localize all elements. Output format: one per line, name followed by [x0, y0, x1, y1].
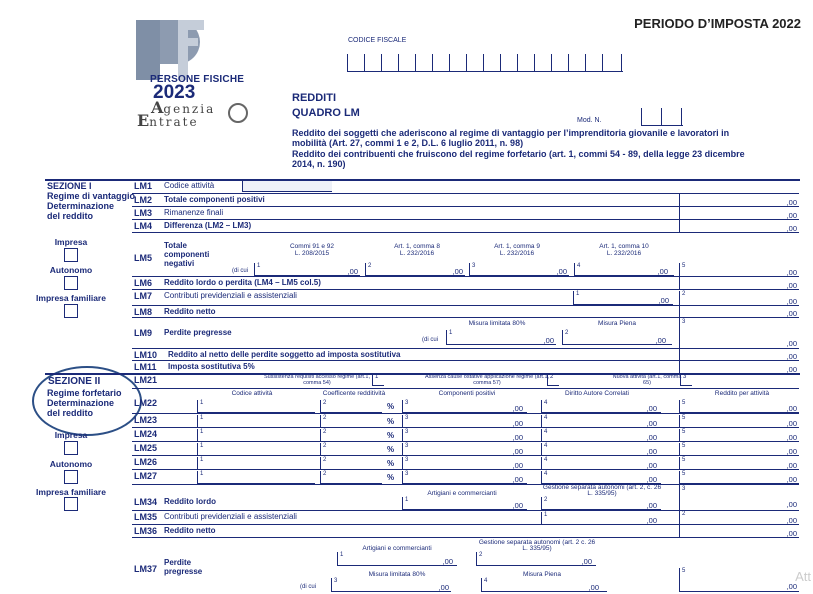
row-code: LM2	[134, 195, 152, 205]
row-code: LM7	[134, 291, 152, 301]
lm5-col1-field[interactable]: 1 ,00	[254, 263, 360, 276]
lm34-gestione-header: Gestione separata autonomi (art. 2, c. 26 L. 335/95)	[542, 484, 662, 497]
lm5-col1-header	[277, 243, 347, 257]
lm5-col3-header-line1: Art. 1, comma 9	[494, 243, 540, 250]
emblem-icon	[228, 103, 248, 123]
lm37-col1-field[interactable]: 1 ,00	[337, 552, 457, 566]
row-lm21	[132, 374, 799, 388]
row-code: LM11	[134, 362, 157, 372]
description-forfetario: Reddito dei contribuenti che fruiscono del regime forfetario (art. 1, commi 54 - 89, della legge 23 dicembre 2014, n. 190)	[292, 149, 745, 169]
row-code: LM37	[134, 564, 158, 574]
row-lm10	[132, 348, 799, 360]
lm7-col1-field[interactable]: 1 ,00	[573, 291, 673, 305]
period-title: PERIODO D’IMPOSTA 2022	[634, 16, 801, 31]
zero-cents: ,00	[512, 419, 523, 428]
percent-sign: %	[387, 417, 395, 426]
di-cui-label: (di cui	[232, 268, 249, 274]
coefficente-field[interactable]: 2	[320, 471, 382, 484]
lm34-col2-field[interactable]: 2 ,00	[541, 497, 661, 510]
percent-sign: %	[387, 431, 395, 440]
sez1-impresa-label: Impresa	[54, 237, 88, 247]
zero-cents: ,00	[786, 365, 797, 374]
lm5-col3-field[interactable]: 3 ,00	[469, 263, 569, 276]
reddito-attivita-field[interactable]: 5 ,00	[679, 415, 799, 428]
zero-cents: ,00	[646, 461, 657, 470]
activity-row	[132, 399, 799, 413]
lm37-artigiani-header: Artigiani e commercianti	[362, 545, 432, 552]
lm21-col2-field[interactable]: 2	[547, 374, 559, 386]
row-label: Reddito lordo o perdita (LM4 – LM5 col.5)	[164, 278, 321, 287]
sezione-1-sub2: Determinazione	[47, 201, 115, 211]
diritto-autore-field[interactable]: 4 ,00	[541, 471, 661, 484]
zero-cents: ,00	[512, 461, 523, 470]
watermark-text: Att	[795, 569, 811, 584]
row-code: LM9	[134, 328, 152, 338]
lm5-col3-header	[482, 243, 552, 257]
diritto-autore-field[interactable]: 4 ,00	[541, 429, 661, 442]
percent-sign: %	[387, 445, 395, 454]
sezione-2-sub2: Determinazione	[47, 398, 115, 408]
zero-cents: ,00	[556, 267, 567, 276]
diritto-autore-field[interactable]: 4 ,00	[541, 400, 661, 413]
lm37-col2-field[interactable]: 2 ,00	[476, 552, 596, 566]
col-codice-attivita: Codice attività	[231, 390, 273, 397]
sezione-2-sub3: del reddito	[47, 408, 94, 418]
zero-cents: ,00	[786, 211, 797, 220]
row-lm4	[132, 219, 799, 232]
coefficente-field[interactable]: 2	[320, 400, 382, 413]
zero-cents: ,00	[512, 501, 523, 510]
lm34-artigiani-header: Artigiani e commercianti	[427, 490, 497, 497]
sez1-familiare-checkbox[interactable]	[64, 304, 78, 318]
zero-cents: ,00	[786, 475, 797, 484]
row-lm6	[132, 276, 799, 289]
reddito-attivita-field[interactable]: 5 ,00	[679, 429, 799, 442]
lm1-codice-field[interactable]	[242, 181, 332, 192]
lm5-col4-header	[584, 243, 664, 257]
row-code: LM3	[134, 208, 152, 218]
di-cui-label: (di cui	[422, 337, 439, 343]
row-label: Codice attività	[164, 181, 215, 190]
coefficente-field[interactable]: 2	[320, 415, 382, 428]
description-vantaggio: Reddito dei soggetti che aderiscono al regime di vantaggio per l’imprenditoria giovanile e lavoratori in mobilità (Art. 27, commi 1 e 2, D.L. 6 luglio 2011, n. 98)	[292, 128, 730, 148]
sez2-impresa-label: Impresa	[54, 430, 88, 440]
row-lm11	[132, 360, 799, 373]
row-label: Rimanenze finali	[164, 208, 224, 217]
lm34-col1-field[interactable]: 1 ,00	[402, 497, 527, 510]
sez2-autonomo-label: Autonomo	[49, 459, 93, 469]
zero-cents: ,00	[786, 404, 797, 413]
zero-cents: ,00	[512, 404, 523, 413]
row-label: Reddito netto	[164, 307, 216, 316]
lm9-col2-field[interactable]: 2 ,00	[562, 330, 672, 345]
row-label: Differenza (LM2 – LM3)	[164, 221, 252, 230]
cf-label: CODICE FISCALE	[348, 37, 407, 44]
coefficente-field[interactable]: 2	[320, 443, 382, 456]
codice-attivita-field[interactable]: 1	[197, 471, 315, 484]
sezione-1-sub1: Regime di vantaggio	[47, 191, 136, 201]
row-code: LM26	[134, 457, 158, 467]
row-lm1	[132, 180, 799, 193]
row-label: Reddito lordo	[164, 497, 216, 506]
componenti-positivi-field[interactable]: 3 ,00	[402, 415, 527, 428]
zero-cents: ,00	[786, 516, 797, 525]
sezione-2-title: SEZIONE II	[48, 376, 101, 387]
lm11-amount[interactable]	[679, 361, 799, 374]
row-code: LM5	[134, 253, 152, 263]
lm5-col2-header-line1: Art. 1, comma 8	[394, 243, 440, 250]
zero-cents: ,00	[512, 433, 523, 442]
row-lm8	[132, 305, 799, 317]
zero-cents: ,00	[512, 447, 523, 456]
lm9-col1-field[interactable]: 1 ,00	[446, 330, 556, 345]
zero-cents: ,00	[543, 336, 554, 345]
zero-cents: ,00	[786, 309, 797, 318]
codice-attivita-field[interactable]: 1	[197, 443, 315, 456]
sezione-2-sub1: Regime forfetario	[47, 388, 122, 398]
zero-cents: ,00	[655, 336, 666, 345]
row-lm7	[132, 289, 799, 305]
zero-cents: ,00	[786, 198, 797, 207]
quadro-description	[292, 128, 762, 170]
col-diritto-autore: Diritto Autore Correlati	[565, 390, 629, 397]
sez2-familiare-label: Impresa familiare	[36, 487, 106, 497]
lm5-col1-header-line2: L. 208/2015	[294, 250, 330, 257]
sezione-1-sub3: del reddito	[47, 211, 94, 221]
lm5-col3-header-line2: L. 232/2016	[499, 250, 535, 257]
lm9-piena-header: Misura Piena	[598, 320, 636, 327]
row-label: Reddito netto	[164, 526, 216, 535]
lm9-limitata-header: Misura limitata 80%	[468, 320, 526, 327]
lm37-amount[interactable]: 5 ,00	[679, 568, 799, 592]
activity-row	[132, 469, 799, 483]
row-code: LM27	[134, 471, 158, 481]
sez2-familiare-checkbox[interactable]	[64, 497, 78, 511]
row-label: Imposta sostitutiva 5%	[168, 362, 255, 371]
mod-n-field[interactable]	[641, 106, 683, 126]
row-code: LM23	[134, 415, 158, 425]
activity-row	[132, 427, 799, 441]
lm37-col3-field[interactable]: 3 ,00	[331, 578, 451, 592]
lm5-col4-header-line2: L. 232/2016	[606, 250, 642, 257]
zero-cents: ,00	[786, 268, 797, 277]
diritto-autore-field[interactable]: 4 ,00	[541, 415, 661, 428]
lm5-amount[interactable]: 5 ,00	[679, 263, 799, 277]
zero-cents: ,00	[786, 433, 797, 442]
row-label: Contributi previdenziali e assistenziali	[164, 512, 297, 521]
col-reddito-attivita: Reddito per attività	[714, 390, 770, 397]
reddito-attivita-field[interactable]: 5 ,00	[679, 400, 799, 413]
row-code: LM22	[134, 398, 158, 408]
lm34-amount[interactable]: 3 ,00	[679, 485, 799, 511]
componenti-positivi-field[interactable]: 3 ,00	[402, 400, 527, 413]
lm7-amount[interactable]: 2 ,00	[679, 291, 799, 306]
reddito-attivita-field[interactable]: 5 ,00	[679, 457, 799, 470]
zero-cents: ,00	[786, 352, 797, 361]
zero-cents: ,00	[646, 419, 657, 428]
row-label: Totale componenti negativi	[164, 241, 210, 268]
activity-row	[132, 413, 799, 427]
lm37-col4-field[interactable]: 4 ,00	[481, 578, 607, 592]
logo-year: 2023	[153, 82, 196, 103]
highlight-oval	[32, 366, 142, 436]
activity-row	[132, 455, 799, 469]
sez1-autonomo-checkbox[interactable]	[64, 276, 78, 290]
redditi-title: REDDITI	[292, 92, 336, 104]
di-cui-label: (di cui	[300, 584, 317, 590]
percent-sign: %	[387, 402, 395, 411]
row-label: Contributi previdenziali e assistenziali	[164, 291, 297, 300]
lm9-amount[interactable]: 3 ,00	[679, 318, 799, 349]
row-lm34	[132, 484, 799, 510]
quadro-title: QUADRO LM	[292, 107, 360, 119]
zero-cents: ,00	[786, 500, 797, 509]
zero-cents: ,00	[646, 433, 657, 442]
row-lm9	[132, 317, 799, 348]
zero-cents: ,00	[438, 583, 449, 592]
zero-cents: ,00	[646, 475, 657, 484]
row-label: Perdite pregresse	[164, 558, 203, 576]
codice-attivita-field[interactable]: 1	[197, 415, 315, 428]
row-lm2	[132, 193, 799, 206]
lm21-cause-label: Assenza cause ostative applicazione regime (art.1, comma 57)	[424, 374, 550, 386]
row-code: LM25	[134, 443, 158, 453]
row-code: LM24	[134, 429, 158, 439]
lm37-gestione-header: Gestione separata autonomi (art. 2 c. 26 L. 335/95)	[478, 539, 596, 552]
sez2-autonomo-checkbox[interactable]	[64, 470, 78, 484]
lm37-piena-header: Misura Piena	[523, 571, 561, 578]
row-label: Reddito al netto delle perdite soggetto ad imposta sostitutiva	[168, 350, 401, 359]
coefficente-field[interactable]: 2	[320, 429, 382, 442]
row-label: Totale componenti positivi	[164, 195, 265, 204]
row-lm37	[132, 537, 799, 592]
row-code: LM10	[134, 350, 158, 360]
row-lm36	[132, 524, 799, 537]
componenti-positivi-field[interactable]: 3 ,00	[402, 443, 527, 456]
zero-cents: ,00	[658, 296, 669, 305]
lm5-col2-header	[382, 243, 452, 257]
percent-sign: %	[387, 473, 395, 482]
lm5-col4-header-line1: Art. 1, comma 10	[599, 243, 649, 250]
lm5-col1-header-line1: Commi 91 e 92	[289, 243, 335, 250]
zero-cents: ,00	[646, 516, 657, 525]
row-code: LM6	[134, 278, 152, 288]
lm5-col2-header-line2: L. 232/2016	[399, 250, 435, 257]
row-code: LM36	[134, 526, 158, 536]
lm37-limitata-header: Misura limitata 80%	[368, 571, 426, 578]
lm35-amount[interactable]: 2 ,00	[679, 511, 799, 525]
col-componenti-positivi: Componenti positivi	[438, 390, 496, 397]
agenzia-entrate-logo: Agenzia Entrate	[137, 98, 216, 130]
row-lm35	[132, 510, 799, 524]
row-code: LM34	[134, 497, 158, 507]
row-code: LM8	[134, 307, 152, 317]
zero-cents: ,00	[786, 582, 797, 591]
lm35-col1-field[interactable]: 1 ,00	[541, 512, 661, 525]
logo-subtitle: PERSONE FISICHE	[150, 74, 245, 85]
lm21-nuova-label: Nuova attività (art.1, comma 65)	[612, 374, 682, 386]
codice-attivita-field[interactable]: 1	[197, 400, 315, 413]
zero-cents: ,00	[581, 557, 592, 566]
codice-fiscale-field[interactable]	[347, 50, 623, 72]
row-label: Perdite pregresse	[164, 328, 232, 337]
row-code: LM4	[134, 221, 152, 231]
sez1-familiare-label: Impresa familiare	[36, 293, 106, 303]
lm21-requisiti-label: Sussistenza requisiti accesso regime (art.1, comma 54)	[263, 374, 371, 386]
diritto-autore-field[interactable]: 4 ,00	[541, 457, 661, 470]
percent-sign: %	[387, 459, 395, 468]
componenti-positivi-field[interactable]: 3 ,00	[402, 471, 527, 484]
row-code: LM1	[134, 181, 152, 191]
componenti-positivi-field[interactable]: 3 ,00	[402, 429, 527, 442]
sez1-autonomo-label: Autonomo	[49, 265, 93, 275]
zero-cents: ,00	[442, 557, 453, 566]
row-code: LM21	[134, 375, 158, 385]
zero-cents: ,00	[646, 447, 657, 456]
coefficente-field[interactable]: 2	[320, 457, 382, 470]
codice-attivita-field[interactable]: 1	[197, 457, 315, 470]
lm5-col2-field[interactable]: 2 ,00	[365, 263, 465, 276]
zero-cents: ,00	[786, 297, 797, 306]
reddito-attivita-field[interactable]: 5 ,00	[679, 443, 799, 456]
zero-cents: ,00	[588, 583, 599, 592]
sez2-impresa-checkbox[interactable]	[64, 441, 78, 455]
lm21-col3-field[interactable]: 3	[680, 374, 692, 386]
codice-attivita-field[interactable]: 1	[197, 429, 315, 442]
lm21-col1-field[interactable]: 1	[372, 374, 384, 386]
sez1-impresa-checkbox[interactable]	[64, 248, 78, 262]
zero-cents: ,00	[786, 529, 797, 538]
zero-cents: ,00	[452, 267, 463, 276]
sezione-1-title: SEZIONE I	[47, 181, 92, 191]
reddito-attivita-field[interactable]: 5 ,00	[679, 471, 799, 484]
lm5-col4-field[interactable]: 4 ,00	[574, 263, 674, 276]
row-lm5	[132, 232, 799, 276]
zero-cents: ,00	[786, 281, 797, 290]
zero-cents: ,00	[786, 461, 797, 470]
diritto-autore-field[interactable]: 4 ,00	[541, 443, 661, 456]
zero-cents: ,00	[786, 447, 797, 456]
zero-cents: ,00	[646, 501, 657, 510]
col-coefficente: Coefficente redditività	[322, 390, 386, 397]
componenti-positivi-field[interactable]: 3 ,00	[402, 457, 527, 470]
zero-cents: ,00	[786, 339, 797, 348]
zero-cents: ,00	[347, 267, 358, 276]
zero-cents: ,00	[786, 224, 797, 233]
mod-n-label: Mod. N.	[577, 117, 602, 124]
zero-cents: ,00	[786, 419, 797, 428]
row-code: LM35	[134, 512, 158, 522]
zero-cents: ,00	[646, 404, 657, 413]
activity-row	[132, 441, 799, 455]
zero-cents: ,00	[657, 267, 668, 276]
zero-cents: ,00	[512, 475, 523, 484]
row-lm3	[132, 206, 799, 219]
